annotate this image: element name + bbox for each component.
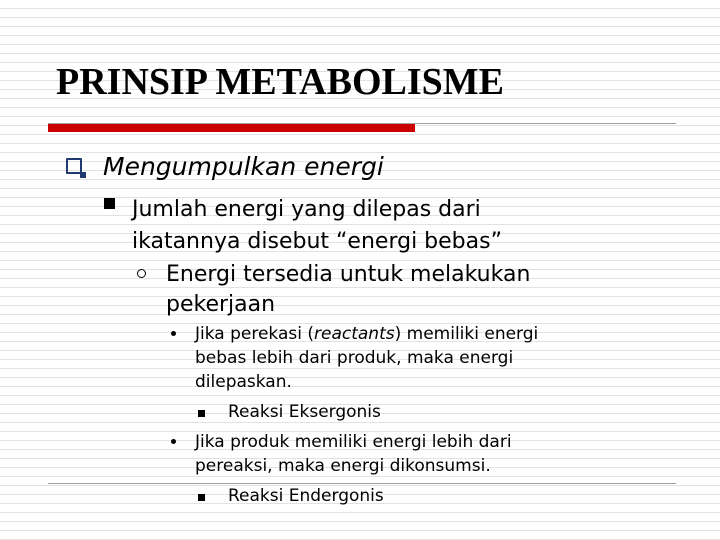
level2-line2: ikatannya disebut “energi bebas” [132, 229, 502, 254]
bullet-level3 [166, 260, 530, 320]
checkbox-bullet-icon [66, 158, 82, 174]
level2-line1: Jumlah energi yang dilepas dari [132, 197, 481, 222]
bullet-level5-item2: Reaksi Endergonis [228, 486, 384, 506]
item1-line3: dilepaskan. [195, 372, 292, 392]
dot-bullet-icon [171, 331, 176, 336]
item1-line1 [195, 322, 538, 346]
item1-line1-italic: reactants [314, 324, 395, 344]
square-bullet-icon [104, 198, 115, 209]
level3-line1: Energi tersedia untuk melakukan [166, 262, 531, 287]
bullet-level4-item1 [195, 322, 538, 394]
item2-line2: pereaksi, maka energi dikonsumsi. [195, 456, 491, 476]
bullet-level4-item2 [195, 430, 512, 478]
level1-text: Mengumpulkan energi [103, 152, 384, 181]
bullet-level5-item1: Reaksi Eksergonis [228, 402, 381, 422]
circle-bullet-icon [137, 269, 146, 278]
item1-line1-post: ) memiliki energi [394, 324, 539, 344]
dot-bullet-icon [171, 439, 176, 444]
item1-line1-pre: Jika perekasi ( [195, 324, 315, 344]
bullet-level1 [103, 152, 384, 181]
square-bullet-icon [198, 410, 205, 417]
footer-divider [48, 483, 676, 484]
slide-title: PRINSIP METABOLISME [56, 61, 504, 103]
accent-bar [48, 124, 415, 132]
bullet-level2 [132, 194, 502, 258]
square-bullet-icon [198, 494, 205, 501]
item2-line1: Jika produk memiliki energi lebih dari [195, 432, 512, 452]
item1-line2: bebas lebih dari produk, maka energi [195, 348, 514, 368]
level3-line2: pekerjaan [166, 292, 276, 317]
